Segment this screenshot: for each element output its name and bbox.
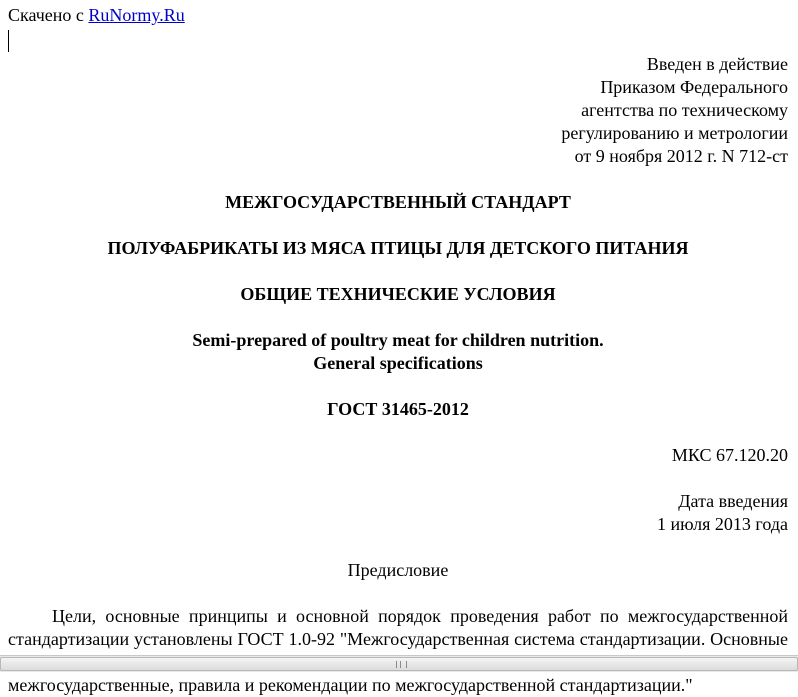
scrollbar-thumb[interactable]: [0, 657, 798, 671]
grip-icon: [396, 661, 407, 668]
english-title-line-1: Semi-prepared of poultry meat for children nutrition.: [192, 330, 604, 350]
gost-number: ГОСТ 31465-2012: [327, 399, 469, 419]
intro-date: 1 июля 2013 года: [657, 514, 788, 534]
enactment-line: от 9 ноября 2012 г. N 712-ст: [574, 146, 788, 166]
source-link[interactable]: RuNormy.Ru: [88, 5, 185, 25]
enactment-line: Введен в действие: [646, 54, 788, 74]
english-title-line-2: General specifications: [313, 353, 483, 373]
document-body: [8, 4, 788, 697]
standard-type-heading: МЕЖГОСУДАРСТВЕННЫЙ СТАНДАРТ: [225, 192, 571, 212]
document-subtitle: ОБЩИЕ ТЕХНИЧЕСКИЕ УСЛОВИЯ: [240, 284, 556, 304]
horizontal-scrollbar[interactable]: [0, 655, 798, 672]
preface-paragraph: Цели, основные принципы и основной порядок проведения работ по межгосударственной стандартизации установлены ГОСТ 1.0-92 "Межгосударственная система стандартизации. Основные межгосударственные, правила и рекомендации по межгосударственной стандартизации.": [8, 606, 788, 695]
enactment-line: регулированию и метрологии: [561, 123, 788, 143]
enactment-line: Приказом Федерального: [600, 77, 788, 97]
preface-heading: Предисловие: [347, 560, 449, 580]
source-line: [8, 4, 788, 27]
document-title: ПОЛУФАБРИКАТЫ ИЗ МЯСА ПТИЦЫ ДЛЯ ДЕТСКОГО ПИТАНИЯ: [107, 238, 689, 258]
enactment-block: [8, 53, 788, 168]
mks-code: МКС 67.120.20: [671, 445, 788, 465]
source-prefix: Скачено с: [8, 5, 89, 25]
text-cursor: [8, 30, 9, 52]
intro-date-label: Дата введения: [678, 491, 788, 511]
enactment-line: агентства по техническому: [581, 100, 788, 120]
